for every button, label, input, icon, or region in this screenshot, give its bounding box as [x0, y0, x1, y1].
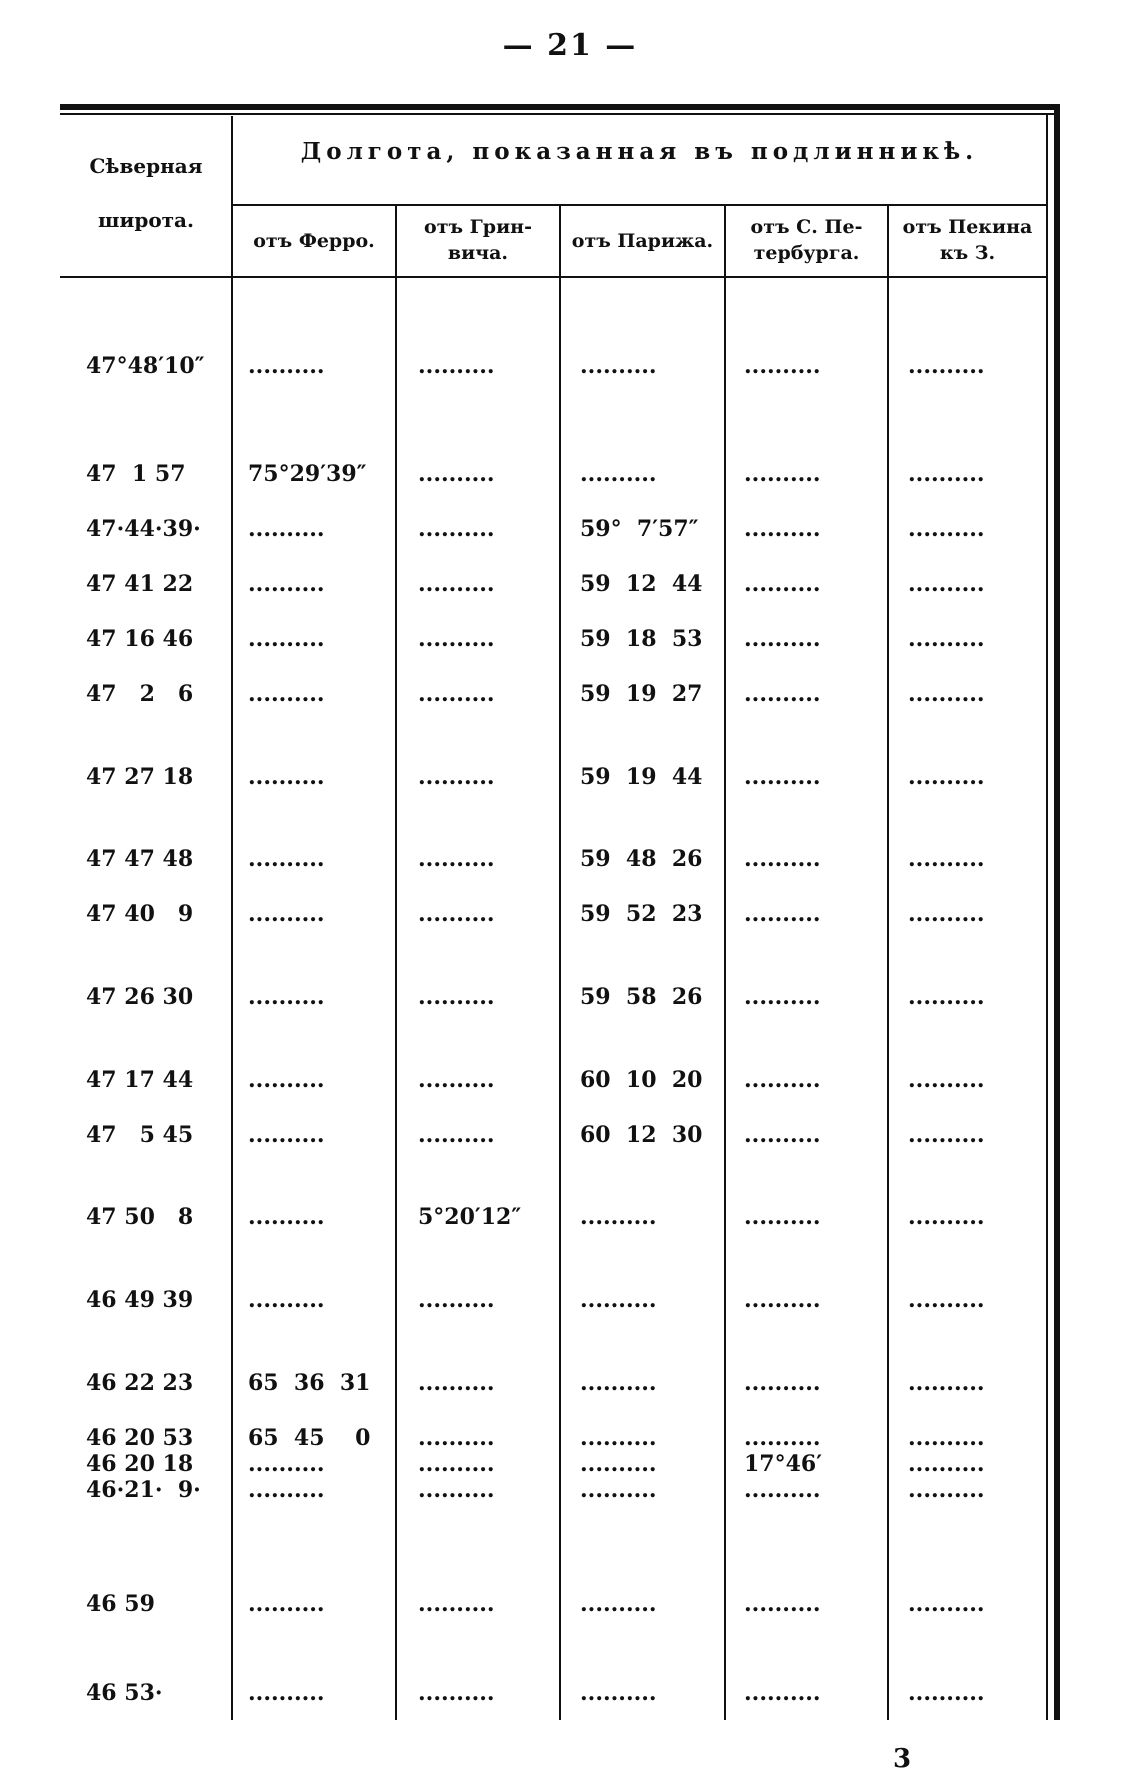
paris-cell: ..........	[580, 353, 657, 379]
table-row	[0, 845, 1140, 873]
table-row	[0, 680, 1140, 708]
latitude-cell: 46 20 18	[86, 1451, 194, 1477]
col-header-paris-line1: отъ Парижа.	[571, 230, 714, 252]
latitude-cell: 46 59	[86, 1591, 155, 1617]
paris-cell: ..........	[580, 1425, 657, 1451]
col-header-paris	[561, 228, 724, 254]
petersburg-cell: ..........	[744, 846, 821, 872]
paris-cell: 59 19 44	[580, 764, 703, 790]
table-row	[0, 460, 1140, 488]
petersburg-cell: ..........	[744, 1591, 821, 1617]
ferro-cell: ..........	[248, 1477, 325, 1503]
petersburg-cell: ..........	[744, 984, 821, 1010]
petersburg-cell: ..........	[744, 1477, 821, 1503]
table-top-rule-thin	[60, 113, 1060, 115]
paris-cell: ..........	[580, 1204, 657, 1230]
paris-cell: 59 12 44	[580, 571, 703, 597]
table-row	[0, 900, 1140, 928]
table-row	[0, 1476, 1140, 1504]
col-header-greenwich-line1: отъ Грин-	[424, 216, 532, 238]
peking-cell: ..........	[908, 1067, 985, 1093]
latitude-header-line2: широта.	[98, 208, 194, 232]
petersburg-cell: ..........	[744, 461, 821, 487]
greenwich-cell: ..........	[418, 1680, 495, 1706]
paris-cell: ..........	[580, 1287, 657, 1313]
greenwich-cell: ..........	[418, 1591, 495, 1617]
latitude-cell: 47 50 8	[86, 1204, 194, 1230]
greenwich-cell: ..........	[418, 571, 495, 597]
peking-cell: ..........	[908, 681, 985, 707]
greenwich-cell: ..........	[418, 1477, 495, 1503]
peking-cell: ..........	[908, 764, 985, 790]
col-header-peking-line1: отъ Пекина	[902, 216, 1033, 238]
ferro-cell: ..........	[248, 1122, 325, 1148]
greenwich-cell: ..........	[418, 984, 495, 1010]
longitude-header: Долгота, показанная въ подлинникѣ.	[300, 138, 979, 165]
table-row	[0, 625, 1140, 653]
peking-cell: ..........	[908, 846, 985, 872]
petersburg-cell: ..........	[744, 901, 821, 927]
peking-cell: ..........	[908, 1591, 985, 1617]
peking-cell: ..........	[908, 626, 985, 652]
petersburg-cell: ..........	[744, 1680, 821, 1706]
table-row	[0, 515, 1140, 543]
latitude-cell: 46 49 39	[86, 1287, 194, 1313]
peking-cell: ..........	[908, 516, 985, 542]
ferro-cell: ..........	[248, 1680, 325, 1706]
paris-cell: 59 19 27	[580, 681, 703, 707]
table-row	[0, 763, 1140, 791]
latitude-cell: 46 20 53	[86, 1425, 194, 1451]
latitude-cell: 47°48′10″	[86, 353, 205, 379]
paris-cell: 60 12 30	[580, 1122, 703, 1148]
col-header-ferro-line1: отъ Ферро.	[253, 230, 375, 252]
table-row	[0, 1203, 1140, 1231]
paris-cell: ..........	[580, 1680, 657, 1706]
table-row	[0, 983, 1140, 1011]
ferro-cell: ..........	[248, 984, 325, 1010]
greenwich-cell: ..........	[418, 1287, 495, 1313]
col-header-peking	[889, 214, 1046, 266]
peking-cell: ..........	[908, 984, 985, 1010]
peking-cell: ..........	[908, 461, 985, 487]
paris-cell: ..........	[580, 1591, 657, 1617]
latitude-cell: 46 22 23	[86, 1370, 194, 1396]
greenwich-cell: ..........	[418, 846, 495, 872]
greenwich-cell: ..........	[418, 764, 495, 790]
ferro-cell: ..........	[248, 901, 325, 927]
greenwich-cell: ..........	[418, 516, 495, 542]
latitude-cell: 46·21· 9·	[86, 1477, 201, 1503]
ferro-cell: ..........	[248, 1204, 325, 1230]
petersburg-cell: ..........	[744, 516, 821, 542]
peking-cell: ..........	[908, 353, 985, 379]
petersburg-cell: ..........	[744, 571, 821, 597]
col-header-greenwich-line2: вича.	[447, 242, 509, 264]
latitude-cell: 47 27 18	[86, 764, 194, 790]
paris-cell: ..........	[580, 461, 657, 487]
peking-cell: ..........	[908, 571, 985, 597]
peking-cell: ..........	[908, 1425, 985, 1451]
peking-cell: ..........	[908, 1477, 985, 1503]
petersburg-cell: ..........	[744, 1287, 821, 1313]
table-row	[0, 1679, 1140, 1707]
latitude-cell: 47 26 30	[86, 984, 194, 1010]
latitude-cell: 47 17 44	[86, 1067, 194, 1093]
table-row	[0, 1121, 1140, 1149]
table-row	[0, 570, 1140, 598]
table-row	[0, 1590, 1140, 1618]
peking-cell: ..........	[908, 1287, 985, 1313]
petersburg-cell: ..........	[744, 1122, 821, 1148]
petersburg-cell: ..........	[744, 1067, 821, 1093]
ferro-cell: 75°29′39″	[248, 461, 367, 487]
paris-cell: ..........	[580, 1370, 657, 1396]
latitude-cell: 47 1 57	[86, 461, 186, 487]
greenwich-cell: ..........	[418, 1122, 495, 1148]
peking-cell: ..........	[908, 1204, 985, 1230]
petersburg-cell: ..........	[744, 626, 821, 652]
ferro-cell: ..........	[248, 516, 325, 542]
greenwich-cell: ..........	[418, 1370, 495, 1396]
paris-cell: ..........	[580, 1451, 657, 1477]
table-top-rule	[60, 104, 1060, 110]
table-row	[0, 352, 1140, 380]
petersburg-cell: ..........	[744, 353, 821, 379]
peking-cell: ..........	[908, 1680, 985, 1706]
latitude-cell: 46 53·	[86, 1680, 163, 1706]
greenwich-cell: ..........	[418, 461, 495, 487]
ferro-cell: ..........	[248, 353, 325, 379]
greenwich-cell: ..........	[418, 901, 495, 927]
col-header-petersburg	[726, 214, 887, 266]
greenwich-cell: ..........	[418, 626, 495, 652]
ferro-cell: ..........	[248, 1287, 325, 1313]
ferro-cell: ..........	[248, 846, 325, 872]
petersburg-cell: ..........	[744, 1204, 821, 1230]
col-header-petersburg-line1: отъ С. Пе-	[750, 216, 863, 238]
peking-cell: ..........	[908, 901, 985, 927]
ferro-cell: ..........	[248, 626, 325, 652]
table-row	[0, 1369, 1140, 1397]
paris-cell: 59 52 23	[580, 901, 703, 927]
header-bottom-rule	[60, 276, 1048, 278]
page-number: — 21 —	[502, 28, 638, 63]
latitude-cell: 47 41 22	[86, 571, 194, 597]
latitude-header-line1: Сѣверная	[89, 154, 203, 178]
latitude-cell: 47·44·39·	[86, 516, 201, 542]
petersburg-cell: ..........	[744, 1425, 821, 1451]
latitude-cell: 47 40 9	[86, 901, 194, 927]
col-header-ferro	[233, 228, 395, 254]
latitude-cell: 47 2 6	[86, 681, 194, 707]
greenwich-cell: ..........	[418, 353, 495, 379]
greenwich-cell: ..........	[418, 1425, 495, 1451]
petersburg-cell: 17°46′	[744, 1451, 823, 1477]
greenwich-cell: ..........	[418, 1451, 495, 1477]
signature-mark: 3	[893, 1744, 912, 1774]
paris-cell: 59 58 26	[580, 984, 703, 1010]
peking-cell: ..........	[908, 1122, 985, 1148]
col-header-peking-line2: къ З.	[939, 242, 996, 264]
paris-cell: 59 48 26	[580, 846, 703, 872]
col-header-petersburg-line2: тербурга.	[753, 242, 860, 264]
table-row	[0, 1066, 1140, 1094]
latitude-cell: 47 5 45	[86, 1122, 194, 1148]
petersburg-cell: ..........	[744, 681, 821, 707]
ferro-cell: ..........	[248, 681, 325, 707]
header-subrule	[231, 204, 1048, 206]
greenwich-cell: ..........	[418, 1067, 495, 1093]
ferro-cell: ..........	[248, 1591, 325, 1617]
paris-cell: 60 10 20	[580, 1067, 703, 1093]
greenwich-cell: ..........	[418, 681, 495, 707]
table-row	[0, 1424, 1140, 1452]
petersburg-cell: ..........	[744, 764, 821, 790]
peking-cell: ..........	[908, 1451, 985, 1477]
table-row	[0, 1450, 1140, 1478]
col-header-greenwich	[397, 214, 559, 266]
paris-cell: 59° 7′57″	[580, 516, 699, 542]
latitude-cell: 47 16 46	[86, 626, 194, 652]
ferro-cell: ..........	[248, 764, 325, 790]
paris-cell: ..........	[580, 1477, 657, 1503]
peking-cell: ..........	[908, 1370, 985, 1396]
ferro-cell: 65 36 31	[248, 1370, 371, 1396]
greenwich-cell: 5°20′12″	[418, 1204, 522, 1230]
petersburg-cell: ..........	[744, 1370, 821, 1396]
latitude-cell: 47 47 48	[86, 846, 194, 872]
table-row	[0, 1286, 1140, 1314]
ferro-cell: ..........	[248, 1067, 325, 1093]
ferro-cell: ..........	[248, 571, 325, 597]
ferro-cell: ..........	[248, 1451, 325, 1477]
paris-cell: 59 18 53	[580, 626, 703, 652]
ferro-cell: 65 45 0	[248, 1425, 371, 1451]
